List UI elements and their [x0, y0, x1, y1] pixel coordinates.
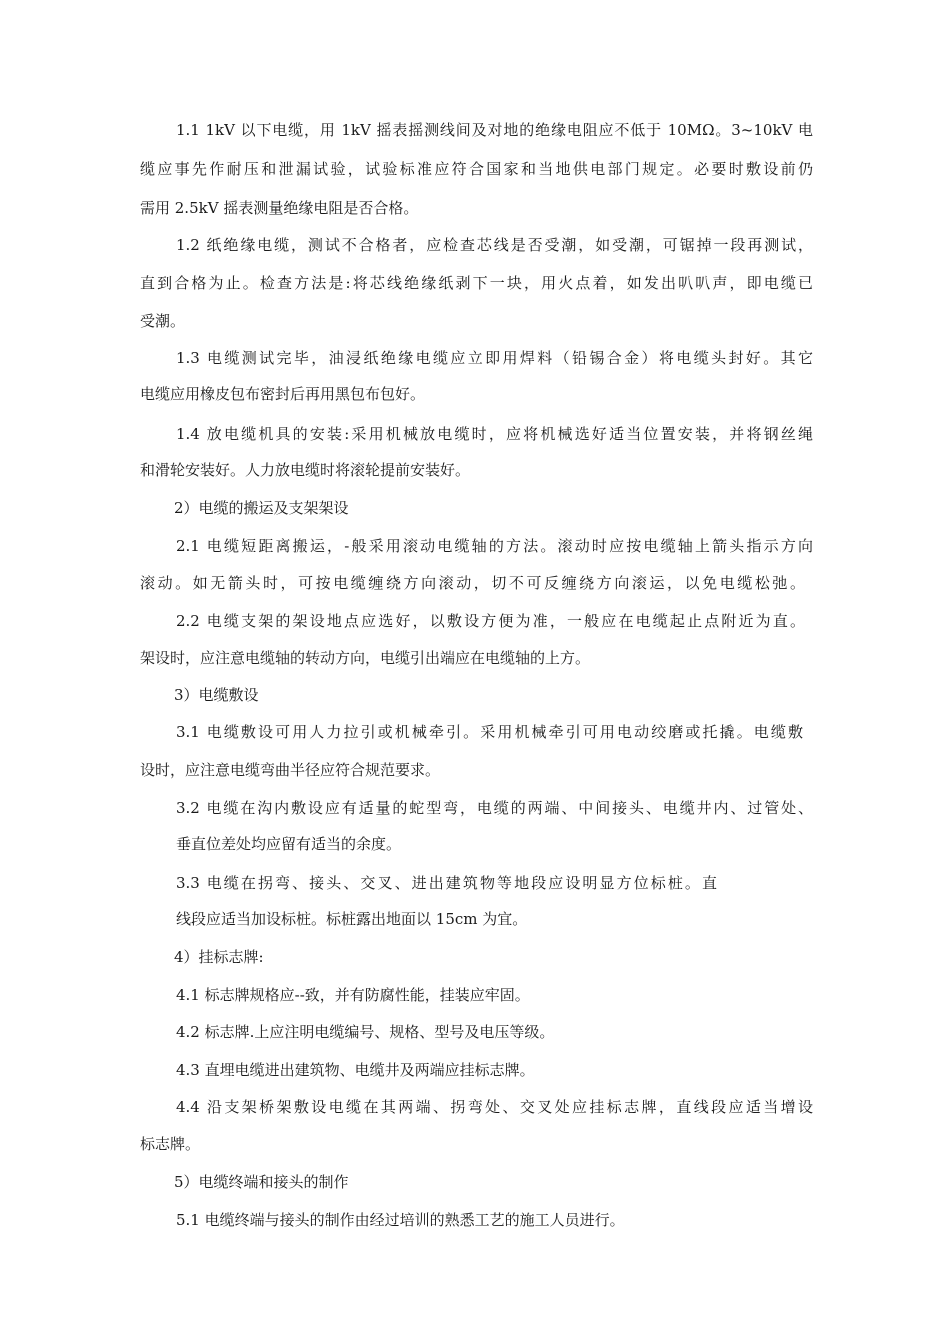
paragraph-5-1: 5.1 电缆终端与接头的制作由经过培训的熟悉工艺的施工人员进行。	[176, 1211, 625, 1229]
paragraph-3-2-line-1: 3.2 电缆在沟内敷设应有适量的蛇型弯，电缆的两端、中间接头、电缆井内、过管处、	[176, 799, 813, 817]
paragraph-4-3: 4.3 直埋电缆进出建筑物、电缆井及两端应挂标志牌。	[176, 1061, 535, 1079]
paragraph-3-1-line-2: 设时，应注意电缆弯曲半径应符合规范要求。	[140, 761, 441, 779]
paragraph-4-2: 4.2 标志牌.上应注明电缆编号、规格、型号及电压等级。	[176, 1023, 555, 1041]
paragraph-1-4-line-2: 和滑轮安装好。人力放电缆时将滚轮提前安装好。	[140, 461, 471, 479]
paragraph-2-1-line-1: 2.1 电缆短距离搬运，-般采用滚动电缆轴的方法。滚动时应按电缆轴上箭头指示方向	[176, 537, 813, 555]
section-heading-4: 4）挂标志牌:	[174, 948, 264, 966]
paragraph-3-1-line-1: 3.1 电缆敷设可用人力拉引或机械牵引。采用机械牵引可用电动绞磨或托撬。电缆敷	[176, 723, 803, 741]
paragraph-1-1-line-2: 缆应事先作耐压和泄漏试验，试验标准应符合国家和当地供电部门规定。必要时敷设前仍	[140, 160, 813, 178]
paragraph-4-1: 4.1 标志牌规格应--致，并有防腐性能，挂装应牢固。	[176, 986, 530, 1004]
paragraph-1-2-line-1: 1.2 纸绝缘电缆，测试不合格者，应检查芯线是否受潮，如受潮，可锯掉一段再测试，	[176, 236, 813, 254]
section-heading-2: 2）电缆的搬运及支架架设	[174, 499, 349, 517]
paragraph-1-3-line-2: 电缆应用橡皮包布密封后再用黑包布包好。	[140, 385, 426, 403]
paragraph-1-4-line-1: 1.4 放电缆机具的安装:采用机械放电缆时，应将机械选好适当位置安装，并将钢丝绳	[176, 425, 813, 443]
paragraph-2-1-line-2: 滚动。如无箭头时，可按电缆缠绕方向滚动，切不可反缠绕方向滚运，以免电缆松弛。	[140, 574, 805, 592]
section-heading-3: 3）电缆敷设	[174, 686, 259, 704]
paragraph-4-4-line-1: 4.4 沿支架桥架敷设电缆在其两端、拐弯处、交叉处应挂标志牌，直线段应适当增设	[176, 1098, 813, 1116]
paragraph-1-3-line-1: 1.3 电缆测试完毕，油浸纸绝缘电缆应立即用焊料（铅锡合金）将电缆头封好。其它	[176, 349, 813, 367]
section-heading-5: 5）电缆终端和接头的制作	[174, 1173, 349, 1191]
paragraph-2-2-line-1: 2.2 电缆支架的架设地点应选好，以敷设方便为准，一般应在电缆起止点附近为直。	[176, 612, 805, 630]
paragraph-2-2-line-2: 架设时，应注意电缆轴的转动方向，电缆引出端应在电缆轴的上方。	[140, 649, 591, 667]
paragraph-3-3-line-1: 3.3 电缆在拐弯、接头、交叉、进出建筑物等地段应设明显方位标桩。直	[176, 874, 717, 892]
paragraph-1-1-line-3: 需用 2.5kV 摇表测量绝缘电阻是否合格。	[140, 199, 419, 217]
paragraph-3-2-line-2: 垂直位差处均应留有适当的余度。	[176, 835, 402, 853]
paragraph-1-2-line-2: 直到合格为止。检查方法是:将芯线绝缘纸剥下一块，用火点着，如发出叭叭声，即电缆已	[140, 274, 813, 292]
paragraph-4-4-line-2: 标志牌。	[140, 1135, 201, 1153]
paragraph-1-2-line-3: 受潮。	[140, 312, 186, 330]
paragraph-3-3-line-2: 线段应适当加设标桩。标桩露出地面以 15cm 为宜。	[176, 910, 528, 928]
paragraph-1-1-line-1: 1.1 1kV 以下电缆，用 1kV 摇表摇测线间及对地的绝缘电阻应不低于 10MΩ。3~10kV 电	[176, 121, 813, 139]
